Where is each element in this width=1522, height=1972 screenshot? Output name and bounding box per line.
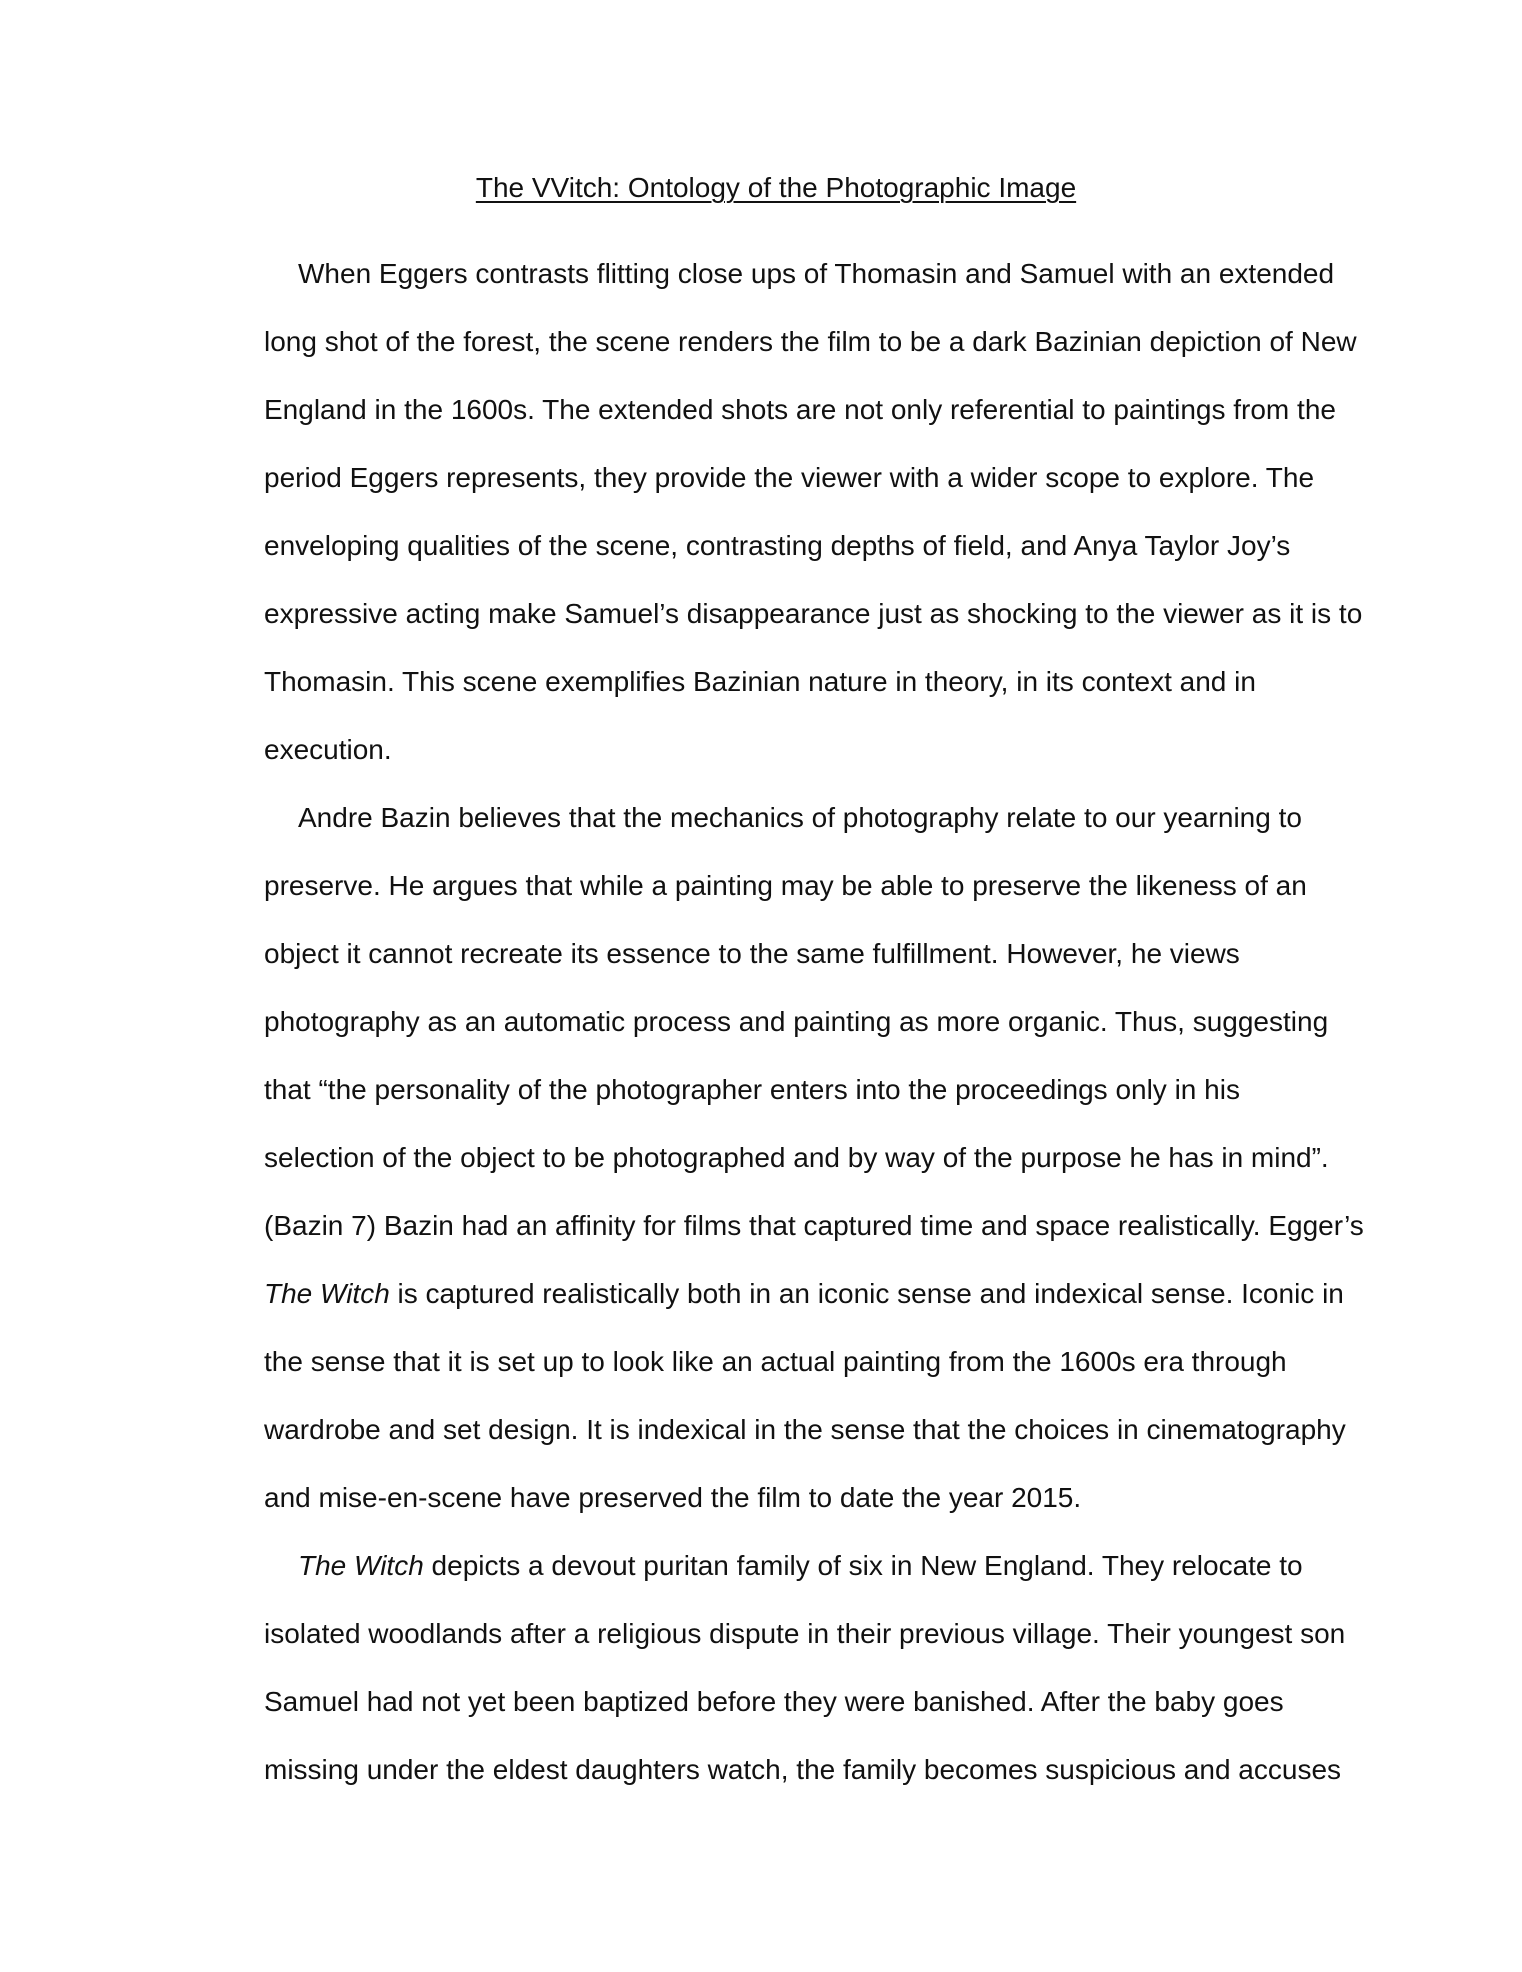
paragraph-2 [264,784,1364,1532]
text-line: (Bazin 7) Bazin had an affinity for films that captured time and space realistically. Egger’s [264,1210,1364,1241]
text-line: the sense that it is set up to look like an actual painting from the 1600s era through [264,1346,1287,1377]
text-line: wardrobe and set design. It is indexical in the sense that the choices in cinematography [264,1414,1346,1445]
film-title-italic: The Witch [298,1550,424,1581]
text-line: Samuel had not yet been baptized before they were banished. After the baby goes [264,1686,1284,1717]
text-line: expressive acting make Samuel’s disappearance just as shocking to the viewer as it is to [264,598,1363,629]
text-line: execution. [264,734,392,765]
document-body [264,240,1364,1804]
text-line: enveloping qualities of the scene, contrasting depths of field, and Anya Taylor Joy’s [264,530,1291,561]
text-line: long shot of the forest, the scene renders the film to be a dark Bazinian depiction of New [264,326,1357,357]
text-line [264,1260,1344,1328]
text-line: period Eggers represents, they provide the viewer with a wider scope to explore. The [264,462,1315,493]
text-line: missing under the eldest daughters watch, the family becomes suspicious and accuses [264,1754,1342,1785]
paragraph-1 [264,240,1363,784]
text-line: photography as an automatic process and painting as more organic. Thus, suggesting [264,1006,1329,1037]
text-line: Andre Bazin believes that the mechanics of photography relate to our yearning to [298,802,1302,833]
document-title [264,166,1288,210]
text-line: England in the 1600s. The extended shots are not only referential to paintings from the [264,394,1336,425]
text-line: that “the personality of the photographer enters into the proceedings only in his [264,1074,1240,1105]
text-line: Thomasin. This scene exemplifies Bazinian nature in theory, in its context and in [264,666,1256,697]
paragraph-3 [264,1532,1344,1804]
text-line-rest: is captured realistically both in an iconic sense and indexical sense. Iconic in [389,1278,1344,1309]
text-line [264,1532,1344,1600]
document-title-text: The VVitch: Ontology of the Photographic Image [475,172,1077,203]
text-line: When Eggers contrasts flitting close ups of Thomasin and Samuel with an extended [298,258,1335,289]
text-line: object it cannot recreate its essence to the same fulfillment. However, he views [264,938,1240,969]
film-title-italic: The Witch [264,1278,390,1309]
text-line: selection of the object to be photographed and by way of the purpose he has in mind”. [264,1142,1329,1173]
text-line-rest: depicts a devout puritan family of six in New England. They relocate to [423,1550,1303,1581]
text-line: and mise-en-scene have preserved the film to date the year 2015. [264,1482,1082,1513]
text-line: preserve. He argues that while a painting may be able to preserve the likeness of an [264,870,1307,901]
text-line: isolated woodlands after a religious dispute in their previous village. Their youngest son [264,1618,1346,1649]
